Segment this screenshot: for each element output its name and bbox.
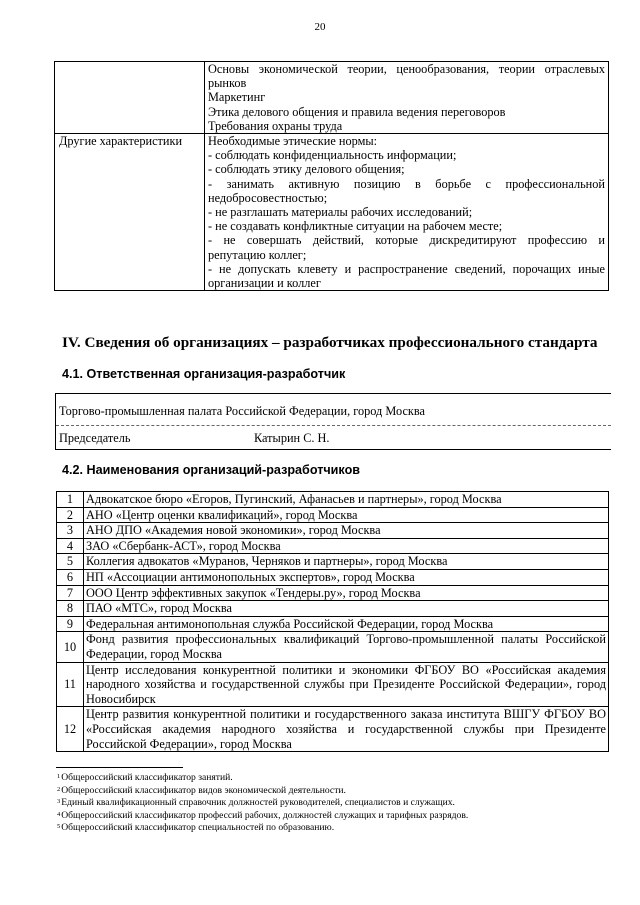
responsible-org-heading: 4.1. Ответственная организация-разработчик	[62, 367, 346, 381]
footnote-text: Общероссийский классификатор видов экономической деятельности.	[61, 784, 346, 796]
table-row	[57, 507, 609, 523]
ethics-line: - не допускать клевету и распространение сведений, порочащих иные организации и коллег	[208, 261, 605, 291]
other-characteristics-content	[205, 134, 609, 291]
org-name: Коллегия адвокатов «Муранов, Черняков и партнеры», город Москва	[84, 554, 609, 570]
footnote-separator	[56, 767, 183, 768]
row-number: 8	[57, 601, 84, 617]
org-name: Федеральная антимонопольная служба Российской Федерации, город Москва	[84, 616, 609, 632]
characteristics-table	[54, 61, 609, 291]
table-row	[57, 601, 609, 617]
ethics-line: - не совершать действий, которые дискредитируют профессию и репутацию коллег;	[208, 233, 605, 262]
education-line: Требования охраны труда	[208, 118, 343, 133]
row-number: 4	[57, 538, 84, 554]
table-row	[57, 523, 609, 539]
footnote	[57, 785, 468, 798]
responsible-org-box	[55, 393, 611, 450]
responsible-org-name: Торгово-промышленная палата Российской Федерации, город Москва	[59, 404, 425, 418]
ethics-line: - соблюдать конфиденциальность информации;	[208, 148, 457, 163]
org-name: ПАО «МТС», город Москва	[84, 601, 609, 617]
footnote	[57, 772, 468, 785]
table-row	[57, 662, 609, 707]
section-title: IV. Сведения об организациях – разработчиках профессионального стандарта	[62, 334, 598, 351]
org-name: ЗАО «Сбербанк-АСТ», город Москва	[84, 538, 609, 554]
org-name: АНО ДПО «Академия новой экономики», город Москва	[84, 523, 609, 539]
row-number: 1	[57, 492, 84, 508]
table-row	[57, 616, 609, 632]
footnote	[57, 810, 468, 823]
footnote	[57, 797, 468, 810]
education-line: Этика делового общения и правила ведения переговоров	[208, 104, 506, 119]
footnotes	[57, 772, 468, 835]
responsible-position: Председатель	[59, 431, 131, 445]
education-label-cell	[55, 62, 205, 134]
page-number: 20	[314, 21, 326, 33]
education-line: Маркетинг	[208, 90, 266, 105]
row-number: 3	[57, 523, 84, 539]
row-number: 2	[57, 507, 84, 523]
footnote-text: Единый квалификационный справочник должностей руководителей, специалистов и служащих.	[61, 797, 455, 809]
developer-orgs-heading: 4.2. Наименования организаций-разработчиков	[62, 463, 361, 477]
row-number: 7	[57, 585, 84, 601]
table-row	[57, 538, 609, 554]
org-name: ООО Центр эффективных закупок «Тендеры.ру», город Москва	[84, 585, 609, 601]
table-row	[57, 585, 609, 601]
footnote-text: Общероссийский классификатор специальностей по образованию.	[61, 822, 335, 834]
org-name: НП «Ассоциации антимонопольных экспертов», город Москва	[84, 569, 609, 585]
ethics-line: - не создавать конфликтные ситуации на рабочем месте;	[208, 219, 503, 234]
org-name: Фонд развития профессиональных квалификаций Торгово-промышленной палаты Российской Федерации, город Москва	[84, 632, 609, 662]
footnote-number: 4	[57, 810, 61, 818]
footnote-number: 5	[57, 823, 61, 831]
row-number: 9	[57, 616, 84, 632]
table-row	[57, 554, 609, 570]
footnote-number: 1	[57, 773, 61, 780]
table-row	[57, 569, 609, 585]
responsible-person: Катырин С. Н.	[254, 431, 330, 445]
other-characteristics-row	[55, 134, 609, 291]
footnote-number: 2	[57, 785, 61, 793]
education-content-cell	[205, 62, 609, 134]
ethics-line: Необходимые этические нормы:	[208, 134, 378, 149]
footnote-text: Общероссийский классификатор занятий.	[61, 772, 233, 783]
row-number: 12	[57, 707, 84, 752]
org-name: Адвокатское бюро «Егоров, Пугинский, Афанасьев и партнеры», город Москва	[84, 492, 609, 508]
developer-orgs-table	[56, 491, 609, 752]
org-name: Центр развития конкурентной политики и государственного заказа института ВШГУ ФГБОУ ВО «Российская академия народного хозяйства и государственной службы при Президенте Российской Федерации», город Москва	[84, 707, 609, 752]
ethics-line: - не разглашать материалы рабочих исследований;	[208, 205, 473, 220]
footnote	[57, 822, 468, 835]
ethics-line: - соблюдать этику делового общения;	[208, 162, 405, 177]
org-name: Центр исследования конкурентной политики и экономики ФГБОУ ВО «Российская академия народного хозяйства и государственной службы при Президенте Российской Федерации», город Новосибирск	[84, 662, 609, 707]
row-number: 11	[57, 662, 84, 707]
footnote-number: 3	[57, 798, 61, 806]
table-row	[57, 707, 609, 752]
other-characteristics-label: Другие характеристики	[55, 134, 205, 291]
row-number: 10	[57, 632, 84, 662]
education-row	[55, 62, 609, 134]
row-number: 5	[57, 554, 84, 570]
table-row	[57, 492, 609, 508]
divider	[56, 425, 611, 426]
row-number: 6	[57, 569, 84, 585]
org-name: АНО «Центр оценки квалификаций», город Москва	[84, 507, 609, 523]
footnote-text: Общероссийский классификатор профессий рабочих, должностей служащих и тарифных разрядов.	[61, 809, 469, 821]
table-row	[57, 632, 609, 662]
ethics-line: - занимать активную позицию в борьбе с профессиональной недобросовестностью;	[208, 176, 605, 205]
education-line: Основы экономической теории, ценообразования, теории отраслевых рынков	[208, 62, 605, 91]
